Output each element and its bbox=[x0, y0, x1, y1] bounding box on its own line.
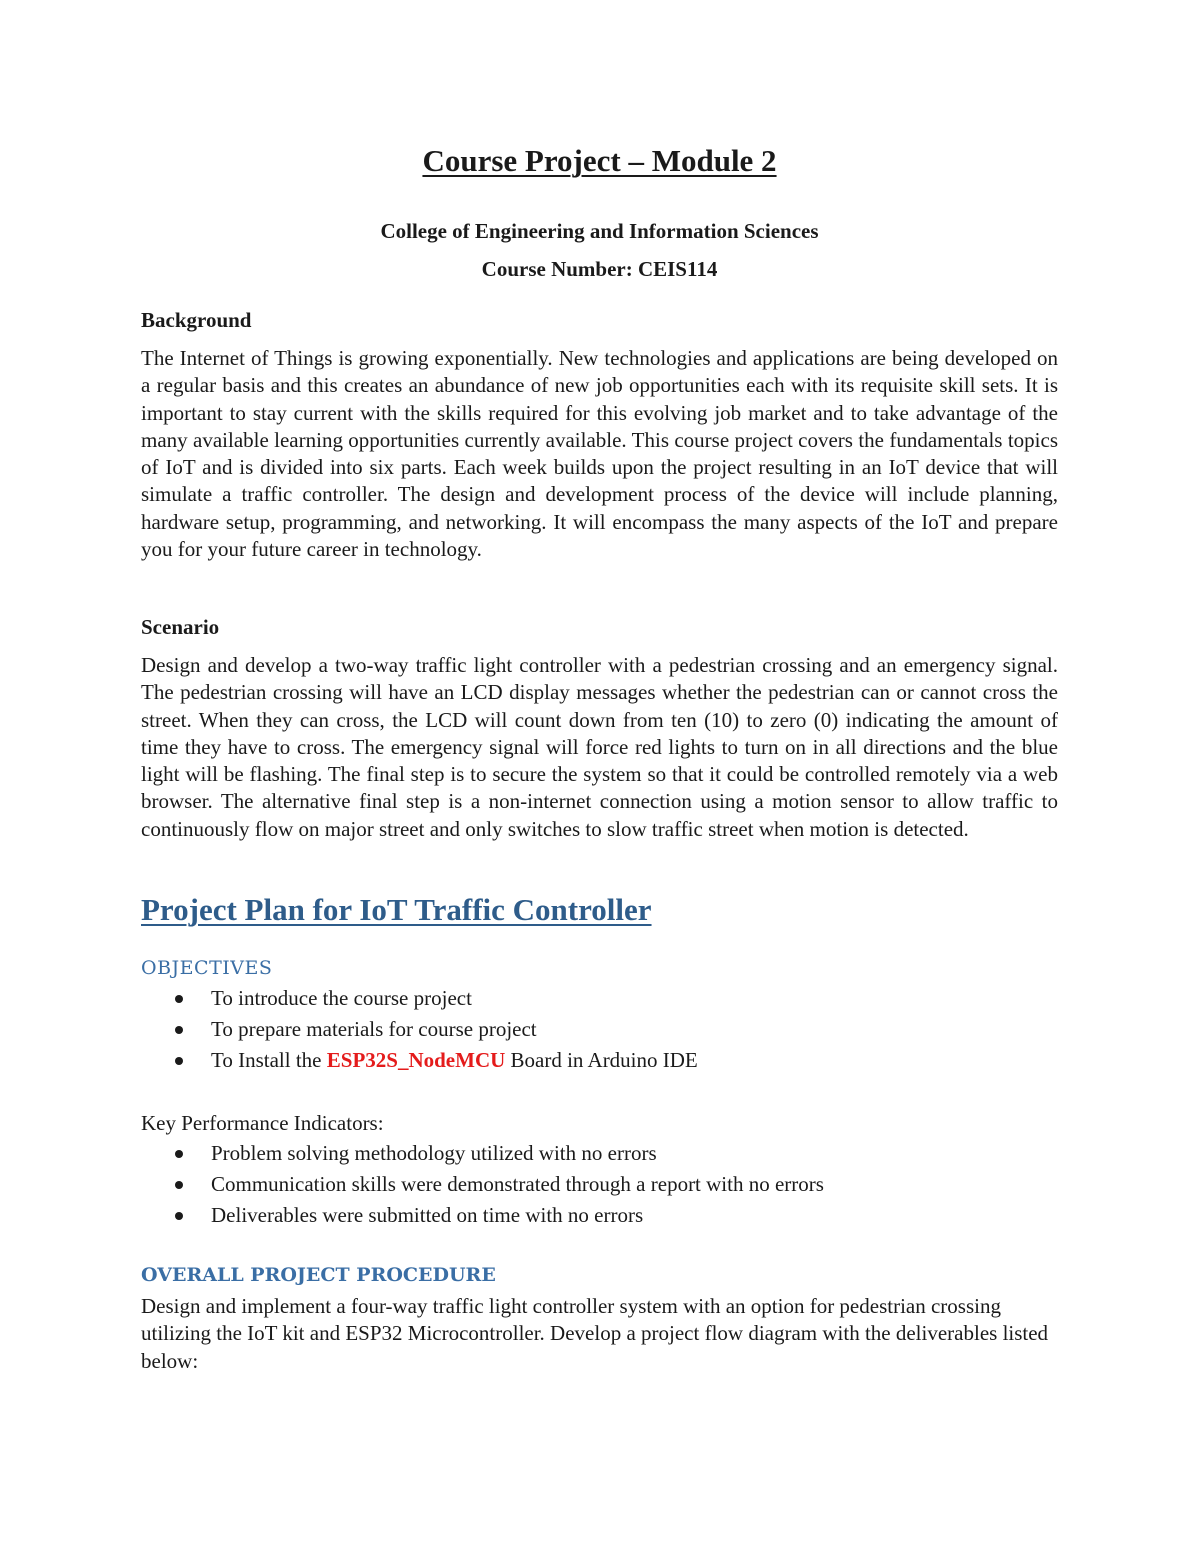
kpi-list bbox=[141, 1138, 1058, 1231]
bullet-icon bbox=[175, 1057, 183, 1065]
objective-text: To introduce the course project bbox=[211, 986, 472, 1010]
project-plan-title: Project Plan for IoT Traffic Controller bbox=[141, 892, 652, 927]
bullet-icon bbox=[175, 1212, 183, 1220]
objectives-list bbox=[141, 983, 1058, 1076]
background-heading: Background bbox=[141, 308, 252, 332]
list-item bbox=[141, 983, 1058, 1014]
objective-text-suffix: Board in Arduino IDE bbox=[505, 1048, 698, 1072]
list-item bbox=[141, 1169, 1058, 1200]
scenario-heading: Scenario bbox=[141, 615, 220, 639]
objective-text-prefix: To Install the bbox=[211, 1048, 327, 1072]
college-name: College of Engineering and Information Sciences bbox=[380, 219, 819, 243]
kpi-text: Communication skills were demonstrated through a report with no errors bbox=[211, 1172, 824, 1196]
bullet-icon bbox=[175, 1026, 183, 1034]
scenario-paragraph: Design and develop a two-way traffic light controller with a pedestrian crossing and an emergency signal. The pedestrian crossing will have an LCD display messages whether the pedestrian can or cannot cross the street. When they can cross, the LCD will count down from ten (10) to zero (0) indicating the amount of time they have to cross. The emergency signal will force red lights to turn on in all directions and the blue light will be flashing. The final step is to secure the system so that it could be controlled remotely via a web browser. The alternative final step is a non-internet connection using a motion sensor to allow traffic to continuously flow on major street and only switches to slow traffic street when motion is detected. bbox=[141, 653, 1058, 841]
bullet-icon bbox=[175, 1150, 183, 1158]
objectives-heading: OBJECTIVES bbox=[141, 957, 273, 979]
list-item bbox=[141, 1200, 1058, 1231]
course-number: Course Number: CEIS114 bbox=[481, 257, 718, 281]
list-item bbox=[141, 1014, 1058, 1045]
kpi-text: Deliverables were submitted on time with no errors bbox=[211, 1203, 644, 1227]
kpi-label: Key Performance Indicators: bbox=[141, 1111, 384, 1135]
board-name-highlight: ESP32S_NodeMCU bbox=[326, 1048, 506, 1072]
bullet-icon bbox=[175, 1181, 183, 1189]
procedure-heading: OVERALL PROJECT PROCEDURE bbox=[141, 1264, 496, 1286]
list-item bbox=[141, 1045, 1058, 1076]
background-paragraph: The Internet of Things is growing exponentially. New technologies and applications are being developed on a regular basis and this creates an abundance of new job opportunities each with its requisite skill sets. It is important to stay current with the skills required for this evolving job market and to take advantage of the many available learning opportunities currently available. This course project covers the fundamentals topics of IoT and is divided into six parts. Each week builds upon the project resulting in an IoT device that will simulate a traffic controller. The design and development process of the device will include planning, hardware setup, programming, and networking. It will encompass the many aspects of the IoT and prepare you for your future career in technology. bbox=[141, 346, 1058, 562]
document-title: Course Project – Module 2 bbox=[422, 143, 777, 178]
list-item bbox=[141, 1138, 1058, 1169]
objective-text: To prepare materials for course project bbox=[211, 1017, 537, 1041]
bullet-icon bbox=[175, 995, 183, 1003]
kpi-text: Problem solving methodology utilized with no errors bbox=[211, 1141, 657, 1165]
procedure-paragraph: Design and implement a four-way traffic light controller system with an option for pedestrian crossing utilizing the IoT kit and ESP32 Microcontroller. Develop a project flow diagram with the deliverables listed below: bbox=[141, 1294, 1049, 1373]
